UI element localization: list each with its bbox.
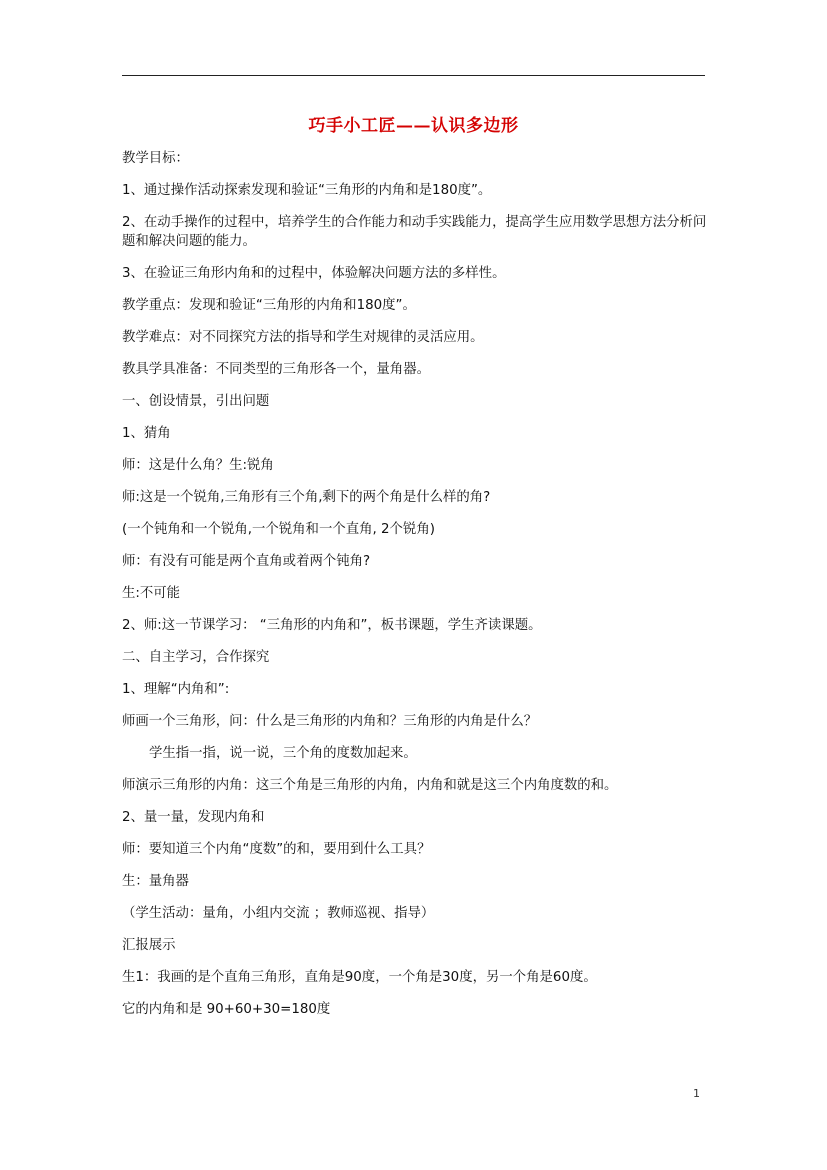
paragraph: 1、猜角 xyxy=(122,426,171,441)
paragraph: 教学难点：对不同探究方法的指导和学生对规律的灵活应用。 xyxy=(122,330,484,345)
document-body xyxy=(122,149,712,1032)
paragraph: 师：这是什么角？生:锐角 xyxy=(122,458,274,473)
paragraph: 教学重点：发现和验证“三角形的内角和180度”。 xyxy=(122,298,416,313)
paragraph: 1、理解“内角和”: xyxy=(122,682,230,697)
paragraph: (一个钝角和一个锐角,一个锐角和一个直角, 2个锐角) xyxy=(122,522,435,537)
paragraph: 师：要知道三个内角“度数”的和，要用到什么工具？ xyxy=(122,842,431,857)
header-rule xyxy=(122,75,705,76)
paragraph: 师画一个三角形，问：什么是三角形的内角和？三角形的内角是什么？ xyxy=(122,714,538,729)
paragraph: 一、创设情景，引出问题 xyxy=(122,394,270,409)
paragraph: 2、师:这一节课学习： “三角形的内角和”，板书课题，学生齐读课题。 xyxy=(122,618,542,633)
paragraph: 生：量角器 xyxy=(122,874,189,889)
paragraph: 1、通过操作活动探索发现和验证“三角形的内角和是180度”。 xyxy=(122,183,492,198)
paragraph: 2、在动手操作的过程中，培养学生的合作能力和动手实践能力，提高学生应用数学思想方法分析问题和解决问题的能力。 xyxy=(122,215,707,249)
paragraph: 生1：我画的是个直角三角形，直角是90度，一个角是30度，另一个角是60度。 xyxy=(122,970,597,985)
paragraph: 师演示三角形的内角：这三个角是三角形的内角，内角和就是这三个内角度数的和。 xyxy=(122,778,618,793)
paragraph: 教学目标： xyxy=(122,151,189,166)
paragraph: （学生活动：量角，小组内交流 ；教师巡视、指导） xyxy=(122,906,435,921)
paragraph: 生:不可能 xyxy=(122,586,181,601)
paragraph: 师：有没有可能是两个直角或着两个钝角? xyxy=(122,554,371,569)
document-title: 巧手小工匠——认识多边形 xyxy=(308,116,519,136)
page-number: 1 xyxy=(693,1087,700,1100)
paragraph: 师:这是一个锐角,三角形有三个角,剩下的两个角是什么样的角? xyxy=(122,490,491,505)
paragraph: 它的内角和是 90+60+30=180度 xyxy=(122,1002,331,1017)
paragraph: 教具学具准备：不同类型的三角形各一个，量角器。 xyxy=(122,362,430,377)
paragraph: 汇报展示 xyxy=(122,938,176,953)
paragraph: 2、量一量，发现内角和 xyxy=(122,810,265,825)
paragraph: 二、自主学习，合作探究 xyxy=(122,650,270,665)
paragraph: 3、在验证三角形内角和的过程中，体验解决问题方法的多样性。 xyxy=(122,266,506,281)
paragraph: 学生指一指，说一说，三个角的度数加起来。 xyxy=(149,746,417,761)
